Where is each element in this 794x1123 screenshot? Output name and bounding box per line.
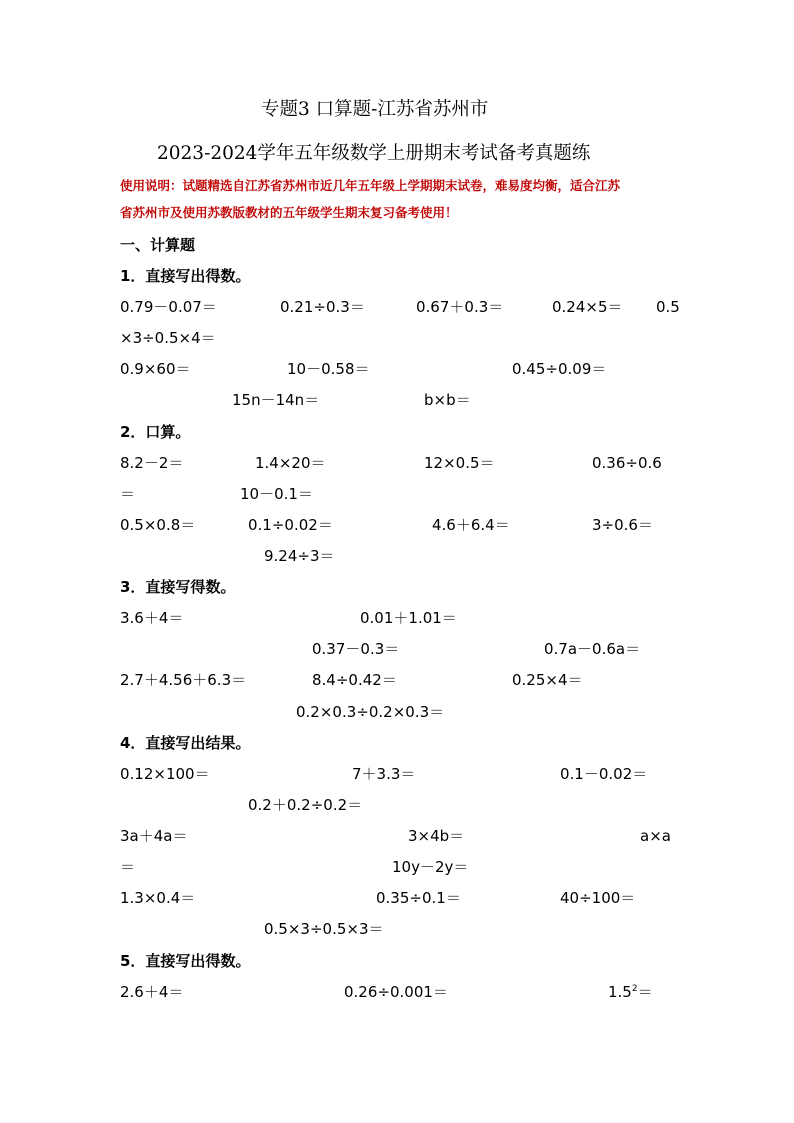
problem-item: 4.6＋6.4＝ — [432, 516, 510, 534]
usage-note-line-1: 使用说明：试题精选自江苏省苏州市近几年五年级上学期期末试卷，难易度均衡，适合江苏 — [120, 178, 621, 193]
problem-item: 10－0.58＝ — [287, 360, 370, 378]
problem-item: 2.6＋4＝ — [120, 983, 184, 1001]
question-5-heading: 5．直接写出得数。 — [120, 952, 251, 970]
problem-item: a×a — [640, 827, 671, 845]
problem-item: 3a＋4a＝ — [120, 827, 188, 845]
problem-item: 9.24÷3＝ — [264, 547, 335, 565]
problem-item: 40÷100＝ — [560, 889, 636, 907]
title-line-1: 专题3 口算题-江苏省苏州市 — [261, 99, 489, 120]
question-1-heading: 1．直接写出得数。 — [120, 267, 251, 285]
problem-item: 1.3×0.4＝ — [120, 889, 196, 907]
problem-item: 0.5×0.8＝ — [120, 516, 196, 534]
power-equals: ＝ — [637, 983, 653, 1001]
problem-item: 0.1÷0.02＝ — [248, 516, 333, 534]
problem-item: 0.01＋1.01＝ — [360, 609, 457, 627]
problem-item: 7＋3.3＝ — [352, 765, 416, 783]
usage-note-line-2: 省苏州市及使用苏教版教材的五年级学生期末复习备考使用！ — [120, 205, 458, 220]
title-line-2: 2023-2024学年五年级数学上册期末考试备考真题练 — [157, 143, 591, 164]
problem-item: 0.67＋0.3＝ — [416, 298, 504, 316]
question-4-heading: 4．直接写出结果。 — [120, 734, 251, 752]
question-3-heading: 3．直接写得数。 — [120, 578, 236, 596]
problem-item: 0.45÷0.09＝ — [512, 360, 607, 378]
problem-item: 2.7＋4.56＋6.3＝ — [120, 671, 247, 689]
power-base: 1.5 — [608, 983, 632, 1001]
problem-item: 0.37－0.3＝ — [312, 640, 400, 658]
problem-item: 10－0.1＝ — [240, 485, 313, 503]
problem-item: 0.9×60＝ — [120, 360, 191, 378]
problem-item: 0.79－0.07＝ — [120, 298, 217, 316]
problem-item: 0.5×3÷0.5×3＝ — [264, 920, 384, 938]
problem-item: ×3÷0.5×4＝ — [120, 329, 216, 347]
problem-item: 3.6＋4＝ — [120, 609, 184, 627]
problem-item: 0.36÷0.6 — [592, 454, 662, 472]
problem-item: ＝ — [120, 485, 136, 503]
problem-item: 0.35÷0.1＝ — [376, 889, 461, 907]
problem-item: 3÷0.6＝ — [592, 516, 653, 534]
problem-item: 0.7a－0.6a＝ — [544, 640, 641, 658]
problem-item: 15n－14n＝ — [232, 391, 320, 409]
problem-item: 0.5 — [656, 298, 680, 316]
problem-item-power — [608, 983, 653, 1001]
problem-item: 10y－2y＝ — [392, 858, 469, 876]
problem-item: 12×0.5＝ — [424, 454, 495, 472]
problem-item: 8.2－2＝ — [120, 454, 184, 472]
question-2-heading: 2．口算。 — [120, 423, 191, 441]
problem-item: ＝ — [120, 858, 136, 876]
problem-item: 0.26÷0.001＝ — [344, 983, 448, 1001]
problem-item: 0.21÷0.3＝ — [280, 298, 365, 316]
problem-item: 8.4÷0.42＝ — [312, 671, 397, 689]
problem-item: 0.25×4＝ — [512, 671, 583, 689]
power-exponent: 2 — [631, 984, 638, 994]
problem-item: 0.12×100＝ — [120, 765, 210, 783]
problem-item: 1.4×20＝ — [255, 454, 326, 472]
section-heading: 一、计算题 — [120, 236, 196, 254]
problem-item: 0.2×0.3÷0.2×0.3＝ — [296, 703, 445, 721]
problem-item: 3×4b＝ — [408, 827, 465, 845]
problem-item: 0.2＋0.2÷0.2＝ — [248, 796, 363, 814]
problem-item: 0.24×5＝ — [552, 298, 623, 316]
problem-item: b×b＝ — [424, 391, 471, 409]
problem-item: 0.1－0.02＝ — [560, 765, 648, 783]
